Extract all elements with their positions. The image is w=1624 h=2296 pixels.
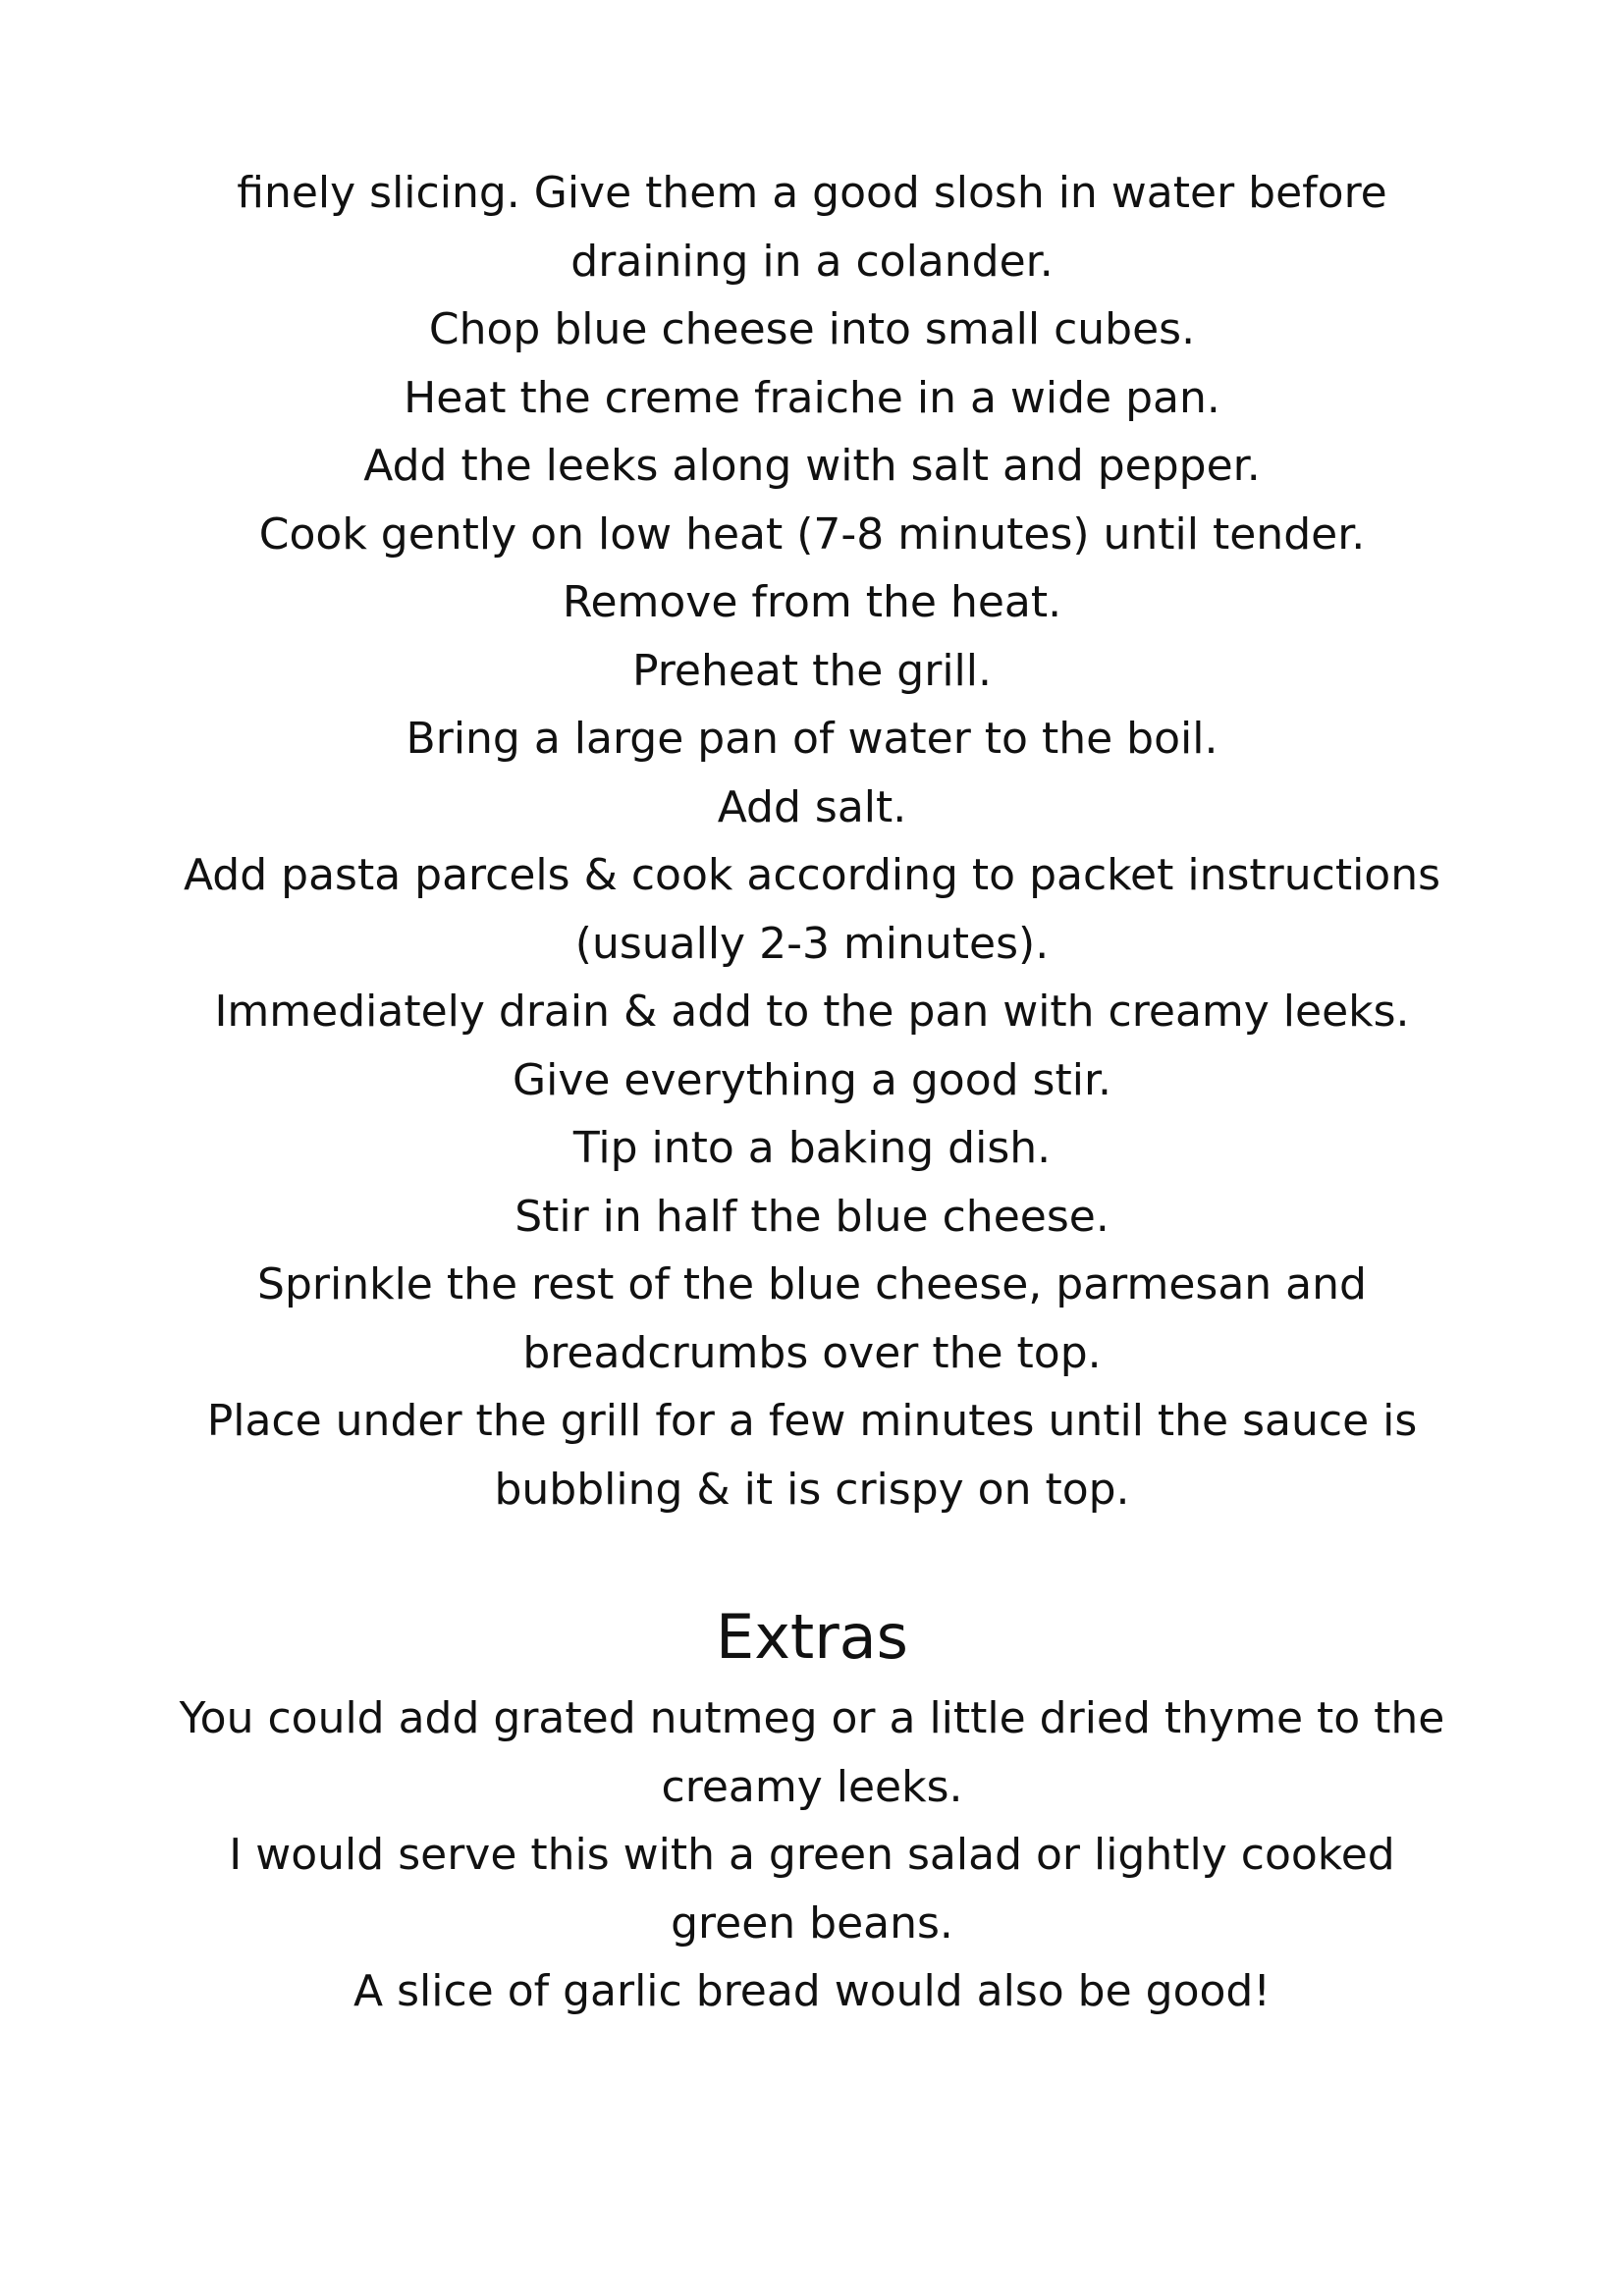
method-line: (usually 2-3 minutes). [574, 918, 1050, 969]
method-section [108, 159, 1516, 1523]
extras-line: You could add grated nutmeg or a little dried thyme to the [179, 1693, 1445, 1743]
method-line: Add pasta parcels & cook according to packet instructions [183, 850, 1441, 900]
method-line: Remove from the heat. [562, 577, 1062, 627]
extras-line: I would serve this with a green salad or lightly cooked [229, 1830, 1395, 1880]
method-line: Place under the grill for a few minutes until the sauce is [206, 1396, 1418, 1446]
method-line: bubbling & it is crispy on top. [494, 1464, 1130, 1515]
extras-heading: Extras [716, 1601, 908, 1673]
method-line: Chop blue cheese into small cubes. [428, 304, 1196, 354]
method-line: Preheat the grill. [632, 645, 992, 696]
extras-section [108, 1684, 1516, 2026]
method-line: breadcrumbs over the top. [522, 1327, 1102, 1378]
method-line: Cook gently on low heat (7-8 minutes) until tender. [258, 508, 1366, 560]
method-line: Give everything a good stir. [513, 1054, 1111, 1105]
method-line: finely slicing. Give them a good slosh in water before [237, 168, 1387, 218]
method-line: draining in a colander. [570, 236, 1054, 287]
extras-line: green beans. [671, 1897, 953, 1949]
method-line: Stir in half the blue cheese. [514, 1191, 1110, 1242]
method-line: Sprinkle the rest of the blue cheese, parmesan and [257, 1259, 1367, 1309]
extras-line: A slice of garlic bread would also be good! [353, 1966, 1271, 2016]
extras-line: creamy leeks. [661, 1761, 963, 1812]
method-line: Immediately drain & add to the pan with creamy leeks. [214, 987, 1410, 1037]
method-line: Add salt. [717, 781, 907, 832]
method-line: Heat the creme fraiche in a wide pan. [404, 372, 1220, 423]
method-line: Tip into a baking dish. [572, 1123, 1052, 1173]
method-line: Add the leeks along with salt and pepper. [363, 441, 1261, 491]
method-line: Bring a large pan of water to the boil. [406, 714, 1218, 764]
